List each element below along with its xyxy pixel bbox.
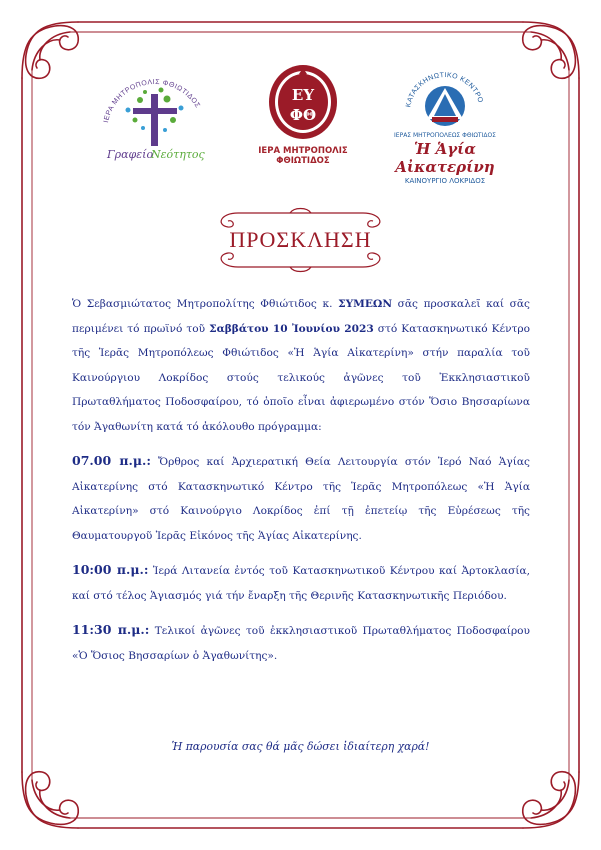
intro-paragraph	[72, 292, 530, 439]
logo-row	[0, 62, 601, 185]
title-block	[0, 205, 601, 275]
camp-logo-line1: ΙΕΡΑΣ ΜΗΤΡΟΠΟΛΕΩΣ ΦΘΙΩΤΙΔΟΣ	[394, 132, 496, 139]
schedule-text: Ἱερά Λιτανεία ἐντός τοῦ Κατασκηνωτικοῦ Κέντρου καί Ἀρτοκλασία, καί στό τέλος Ἁγιασμός γιά τήν ἔναρξη τῆς Θερινῆς Κατασκηνωτικῆς Περιόδου.	[72, 565, 530, 602]
youth-logo-arc-text: ΙΕΡΑ ΜΗΤΡΟΠΟΛΙΣ ΦΘΙΩΤΙΔΟΣ	[102, 78, 202, 124]
intro-text-1: Ὁ Σεβασμιώτατος Μητροπολίτης Φθιώτιδος κ.	[72, 298, 339, 310]
schedule-text: Ὄρθρος καί Ἀρχιερατική Θεία Λειτουργία στόν Ἱερό Ναό Ἁγίας Αἰκατερίνης στό Κατασκηνωτικό Κέντρο τῆς Ἱερᾶς Μητροπόλεως «Ἡ Ἁγία Αἰκατερίνη» στό Καινούργιο Λοκρίδος ἐπί τῇ ἐπετείῳ τῆς Εὑρέσεως τῆς Θαυματουργοῦ Ἱερᾶς Εἰκόνος τῆς Ἁγίας Αἰκατερίνης.	[72, 456, 530, 542]
page-title: ΠΡΟΣΚΛΗΣΗ	[229, 227, 372, 252]
camp-logo-line2: Ἡ Ἁγία Αἰκατερίνη	[395, 140, 495, 176]
schedule-time: 07.00 π.μ.:	[72, 453, 151, 468]
youth-logo-line1: Γραφείο	[107, 148, 154, 161]
schedule-item	[72, 618, 530, 668]
metropolis-seal-icon	[258, 62, 348, 142]
svg-text:ΕΥ: ΕΥ	[291, 86, 315, 104]
schedule-time: 10:00 π.μ.:	[72, 562, 149, 577]
metropolis-logo-line1: ΙΕΡΑ ΜΗΤΡΟΠΟΛΙΣ	[258, 146, 348, 156]
metropolis-logo-line2: ΦΘΙΩΤΙΔΟΣ	[276, 156, 330, 166]
camp-logo-line3: ΚΑΙΝΟΥΡΓΙΟ ΛΟΚΡΙΔΟΣ	[404, 177, 486, 185]
closing-line: Ἡ παρουσία σας θά μᾶς δώσει ἰδιαίτερη χαρά!	[171, 740, 430, 753]
invitation-body	[72, 292, 530, 678]
camp-logo-arc-text: ΚΑΤΑΣΚΗΝΩΤΙΚΟ ΚΕΝΤΡΟ	[405, 71, 484, 109]
camp-logo	[370, 64, 520, 185]
intro-text-2: σᾶς προσκαλεῖ καί σᾶς περιμένει τό πρωϊνό τοῦ	[72, 298, 530, 335]
metropolitan-name: ΣΥΜΕΩΝ	[338, 298, 393, 310]
schedule-item	[72, 449, 530, 548]
schedule-item	[72, 558, 530, 608]
youth-cross-icon	[95, 72, 215, 167]
schedule-time: 11:30 π.μ.:	[72, 622, 150, 637]
youth-office-logo	[95, 72, 215, 167]
metropolis-logo	[258, 62, 348, 172]
event-date: Σαββάτου 10 Ἰουνίου 2023	[209, 322, 374, 335]
intro-text-3: στό Κατασκηνωτικό Κέντρο τῆς Ἱερᾶς Μητροπόλεως Φθιώτιδος «Ἡ Ἁγία Αἰκατερίνη» στήν παραλία τοῦ Καινούργιου Λοκρίδος στούς τελικούς ἀγῶνες τοῦ Ἐκκλησιαστικοῦ Πρωταθλήματος Ποδοσφαίρου, τό ὁποῖο εἶναι ἀφιερωμένο στόν Ὅσιο Βησσαρίωνα τόν Ἀγαθωνίτη κατά τό ἀκόλουθο πρόγραμμα:	[72, 322, 530, 433]
youth-logo-line2: Νεότητος	[151, 148, 205, 161]
schedule-text: Τελικοί ἀγῶνες τοῦ ἐκκλησιαστικοῦ Πρωταθλήματος Ποδοσφαίρου «Ὁ Ὅσιος Βησσαρίων ὁ Ἀγαθωνίτης».	[72, 625, 530, 662]
svg-text:ΦΘ: ΦΘ	[289, 106, 317, 124]
camp-tent-icon	[370, 64, 520, 128]
